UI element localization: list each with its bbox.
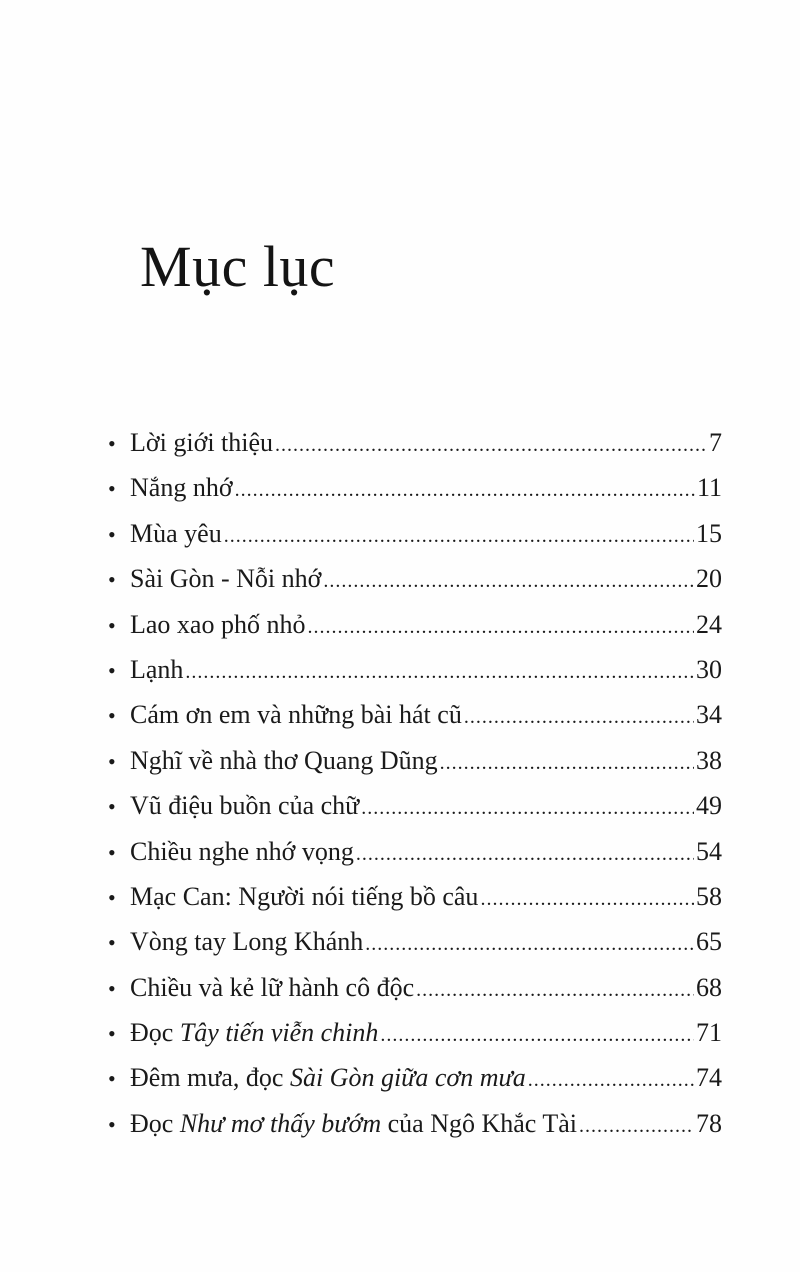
- dot-leader: [579, 1104, 694, 1149]
- bullet-icon: •: [108, 567, 116, 593]
- toc-page-number: 65: [696, 927, 722, 957]
- bullet-icon: •: [108, 521, 116, 547]
- dot-leader: [235, 468, 695, 513]
- toc-entry-title: [130, 965, 414, 1010]
- bullet-icon: •: [108, 476, 116, 502]
- toc-entry-title-text: Vòng tay Long Khánh: [130, 927, 364, 957]
- toc-entry-title: [130, 420, 273, 465]
- bullet-icon: •: [108, 975, 116, 1001]
- toc-page-number: 71: [696, 1018, 722, 1048]
- dot-leader: [307, 605, 694, 650]
- toc-page-number: 34: [696, 700, 722, 730]
- bullet-icon: •: [108, 612, 116, 638]
- toc-entry-title: [130, 1055, 526, 1100]
- dot-leader: [380, 1013, 694, 1058]
- toc-entry-title: [130, 692, 462, 737]
- dot-leader: [356, 832, 694, 877]
- toc-page-number: 54: [696, 836, 722, 866]
- table-of-contents: [108, 420, 722, 1146]
- toc-entry-title: [130, 829, 354, 874]
- toc-entry-title-text: Cám ơn em và những bài hát cũ: [130, 700, 462, 730]
- bullet-icon: •: [108, 431, 116, 456]
- toc-entry-title: [130, 1010, 378, 1055]
- bullet-icon: •: [108, 794, 116, 820]
- toc-entry-title-text: Chiều nghe nhớ vọng: [130, 836, 354, 866]
- toc-entry-title-text: Vũ điệu buồn của chữ: [130, 791, 360, 821]
- toc-entry: [108, 692, 722, 737]
- toc-page-number: 58: [696, 881, 722, 911]
- toc-page-number: 74: [696, 1063, 722, 1093]
- toc-entry-title-text: Lao xao phố nhỏ: [130, 609, 306, 639]
- toc-entry: [108, 602, 722, 647]
- toc-entry: [108, 965, 722, 1010]
- toc-entry-title-text: Nắng nhớ: [130, 473, 233, 503]
- toc-entry-title: [130, 602, 305, 647]
- toc-entry: [108, 874, 722, 919]
- toc-page-number: 20: [696, 564, 722, 594]
- toc-page-number: 30: [696, 654, 722, 684]
- toc-entry: [108, 511, 722, 556]
- toc-entry-title: [130, 738, 438, 783]
- dot-leader: [185, 650, 694, 695]
- toc-page-number: 78: [696, 1108, 722, 1138]
- toc-entry-title-text: Mạc Can: Người nói tiếng bồ câu: [130, 881, 479, 911]
- toc-entry-title: [130, 465, 233, 510]
- toc-entry-title: [130, 1101, 577, 1146]
- toc-entry: [108, 647, 722, 692]
- toc-entry-title-text: Lạnh: [130, 654, 184, 684]
- toc-entry: [108, 1101, 722, 1146]
- bullet-icon: •: [108, 748, 116, 774]
- bullet-icon: •: [108, 1111, 116, 1137]
- toc-page-number: 24: [696, 609, 722, 639]
- page-title: Mục lục: [140, 234, 336, 299]
- bullet-icon: •: [108, 839, 116, 865]
- dot-leader: [323, 559, 694, 604]
- dot-leader: [480, 877, 694, 922]
- toc-entry-title-text: Đêm mưa, đọc: [130, 1063, 290, 1093]
- bullet-icon: •: [108, 657, 116, 683]
- toc-entry: [108, 1010, 722, 1055]
- bullet-icon: •: [108, 884, 116, 910]
- toc-entry-title-text: Sài Gòn - Nỗi nhớ: [130, 564, 322, 594]
- bullet-icon: •: [108, 1021, 116, 1047]
- toc-entry-title-italic: Như mơ thấy bướm: [179, 1108, 382, 1138]
- toc-entry-title-italic: Tây tiến viễn chinh: [179, 1018, 379, 1048]
- dot-leader: [275, 423, 707, 468]
- toc-entry: [108, 738, 722, 783]
- bullet-icon: •: [108, 703, 116, 729]
- dot-leader: [416, 968, 694, 1013]
- toc-entry-title: [130, 919, 363, 964]
- toc-entry-title-text: Mùa yêu: [130, 518, 222, 548]
- toc-entry: [108, 783, 722, 828]
- toc-page-number: 7: [709, 428, 722, 457]
- toc-entry: [108, 919, 722, 964]
- toc-entry-title: [130, 556, 321, 601]
- dot-leader: [361, 786, 694, 831]
- toc-entry-title: [130, 783, 359, 828]
- dot-leader: [440, 741, 694, 786]
- toc-page-number: 49: [696, 791, 722, 821]
- toc-page-number: 15: [696, 518, 722, 548]
- toc-entry-title-text: Chiều và kẻ lữ hành cô độc: [130, 972, 415, 1002]
- toc-page-number: 68: [696, 972, 722, 1002]
- toc-entry-title-italic: Sài Gòn giữa cơn mưa: [289, 1063, 526, 1093]
- bullet-icon: •: [108, 930, 116, 956]
- toc-entry: [108, 556, 722, 601]
- toc-entry-title-text: của Ngô Khắc Tài: [381, 1108, 577, 1138]
- dot-leader: [528, 1058, 694, 1103]
- bullet-icon: •: [108, 1066, 116, 1092]
- toc-entry-title: [130, 647, 183, 692]
- toc-entry-title-text: Đọc: [130, 1108, 180, 1138]
- toc-entry-title-text: Nghĩ về nhà thơ Quang Dũng: [130, 745, 438, 775]
- toc-entry-title-text: Lời giới thiệu: [130, 428, 274, 457]
- dot-leader: [365, 922, 694, 967]
- toc-entry: [108, 829, 722, 874]
- toc-page-number: 11: [696, 473, 722, 503]
- toc-entry: [108, 1055, 722, 1100]
- toc-page-number: 38: [696, 745, 722, 775]
- toc-entry-title: [130, 511, 222, 556]
- dot-leader: [464, 695, 694, 740]
- toc-entry: [108, 465, 722, 510]
- toc-entry: [108, 420, 722, 465]
- toc-entry-title: [130, 874, 478, 919]
- toc-entry-title-text: Đọc: [130, 1018, 180, 1048]
- dot-leader: [224, 514, 694, 559]
